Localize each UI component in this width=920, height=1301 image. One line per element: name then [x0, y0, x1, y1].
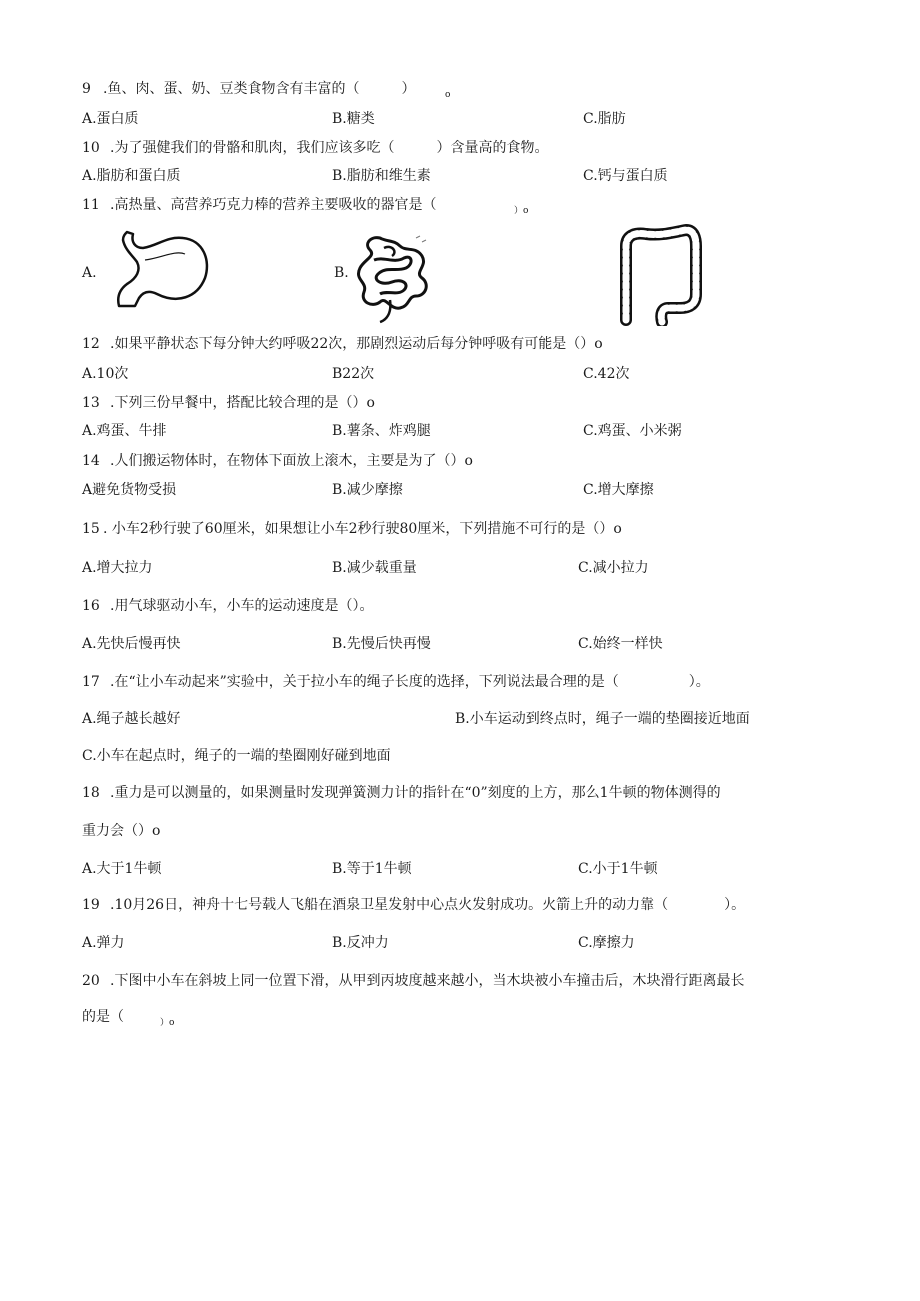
- q15-option-a[interactable]: A.增大拉力: [82, 560, 153, 576]
- question-13-number: 13: [82, 395, 100, 411]
- q9-option-c[interactable]: C.脂肪: [583, 111, 626, 127]
- question-20-text-line2: 的是（: [82, 1009, 152, 1025]
- question-10-text: .为了强健我们的骨骼和肌肉，我们应该多吃（ ）含量高的食物。: [110, 140, 549, 156]
- q12-option-c[interactable]: C.42次: [583, 366, 630, 382]
- question-19-number: 19: [82, 897, 100, 913]
- q19-option-b[interactable]: B.反冲力: [332, 935, 389, 951]
- q14-option-a[interactable]: A避免货物受损: [82, 482, 177, 498]
- question-15-number: 15: [82, 521, 100, 537]
- q13-option-a[interactable]: A.鸡蛋、牛排: [82, 423, 167, 439]
- q11-option-a[interactable]: A.: [82, 265, 97, 281]
- question-16-number: 16: [82, 598, 100, 614]
- q10-option-c[interactable]: C.钙与蛋白质: [583, 168, 668, 184]
- q18-option-a[interactable]: A.大于1牛顿: [82, 861, 162, 877]
- q15-option-b[interactable]: B.减少载重量: [332, 560, 417, 576]
- question-11-suffix: ）o: [514, 206, 529, 216]
- q18-option-c[interactable]: C.小于1牛顿: [578, 861, 658, 877]
- q19-option-c[interactable]: C.摩擦力: [578, 935, 635, 951]
- q16-option-c[interactable]: C.始终一样快: [578, 636, 663, 652]
- q17-option-b[interactable]: B.小车运动到终点时，绳子一端的垫圈接近地面: [455, 711, 750, 727]
- q13-option-c[interactable]: C.鸡蛋、小米粥: [583, 423, 682, 439]
- question-10-number: 10: [82, 140, 100, 156]
- q9-option-b[interactable]: B.糖类: [332, 111, 375, 127]
- question-9-number: 9: [82, 81, 91, 97]
- question-11-text: .高热量、高营养巧克力棒的营养主要吸收的器官是（: [110, 197, 479, 213]
- stomach-icon[interactable]: [105, 228, 215, 310]
- q14-option-b[interactable]: B.减少摩擦: [332, 482, 403, 498]
- question-17-number: 17: [82, 674, 100, 690]
- question-20-suffix: ）o: [160, 1018, 175, 1028]
- question-20-text: .下图中小车在斜坡上同一位置下滑，从甲到丙坡度越来越小，当木块被小车撞击后，木块滑行距离最长: [110, 973, 745, 989]
- question-13-text: .下列三份早餐中，搭配比较合理的是（）o: [110, 395, 375, 411]
- question-9-text: .鱼、肉、蛋、奶、豆类食物含有丰富的（ ）: [103, 81, 416, 97]
- q14-option-c[interactable]: C.增大摩擦: [583, 482, 654, 498]
- q9-option-a[interactable]: A.蛋白质: [82, 111, 139, 127]
- question-19-text: .10月26日，神舟十七号载人飞船在酒泉卫星发射中心点火发射成功。火箭上升的动力靠（ ）。: [110, 897, 746, 913]
- q12-option-b[interactable]: B22次: [332, 366, 375, 382]
- large-intestine-icon[interactable]: [612, 224, 702, 326]
- question-12-text: .如果平静状态下每分钟大约呼吸22次，那剧烈运动后每分钟呼吸有可能是（）o: [110, 336, 603, 352]
- small-intestine-icon[interactable]: [350, 230, 434, 326]
- q17-option-c[interactable]: C.小车在起点时，绳子的一端的垫圈刚好碰到地面: [82, 748, 391, 764]
- question-18-number: 18: [82, 785, 100, 801]
- question-18-text: .重力是可以测量的，如果测量时发现弹簧测力计的指针在“0”刻度的上方，那么1牛顿的物体测得的: [110, 785, 721, 801]
- question-14-number: 14: [82, 453, 100, 469]
- q16-option-b[interactable]: B.先慢后快再慢: [332, 636, 431, 652]
- q10-option-a[interactable]: A.脂肪和蛋白质: [82, 168, 181, 184]
- question-18-text-line2: 重力会（）o: [82, 823, 161, 839]
- q16-option-a[interactable]: A.先快后慢再快: [82, 636, 181, 652]
- q11-option-b[interactable]: B.: [334, 265, 349, 281]
- question-16-text: .用气球驱动小车，小车的运动速度是（）。: [110, 598, 374, 614]
- question-12-number: 12: [82, 336, 100, 352]
- question-15-text: . 小车2秒行驶了60厘米，如果想让小车2秒行驶80厘米，下列措施不可行的是（）o: [103, 521, 622, 537]
- question-9-suffix: o: [445, 90, 451, 100]
- q13-option-b[interactable]: B.薯条、炸鸡腿: [332, 423, 431, 439]
- q17-option-a[interactable]: A.绳子越长越好: [82, 711, 181, 727]
- q15-option-c[interactable]: C.减小拉力: [578, 560, 649, 576]
- q18-option-b[interactable]: B.等于1牛顿: [332, 861, 412, 877]
- question-14-text: .人们搬运物体时，在物体下面放上滚木，主要是为了（）o: [110, 453, 473, 469]
- question-20-number: 20: [82, 973, 100, 989]
- question-11-number: 11: [82, 197, 100, 213]
- q19-option-a[interactable]: A.弹力: [82, 935, 125, 951]
- q10-option-b[interactable]: B.脂肪和维生素: [332, 168, 431, 184]
- q12-option-a[interactable]: A.10次: [82, 366, 129, 382]
- question-17-text: .在“让小车动起来”实验中，关于拉小车的绳子长度的选择，下列说法最合理的是（ ）。: [110, 674, 710, 690]
